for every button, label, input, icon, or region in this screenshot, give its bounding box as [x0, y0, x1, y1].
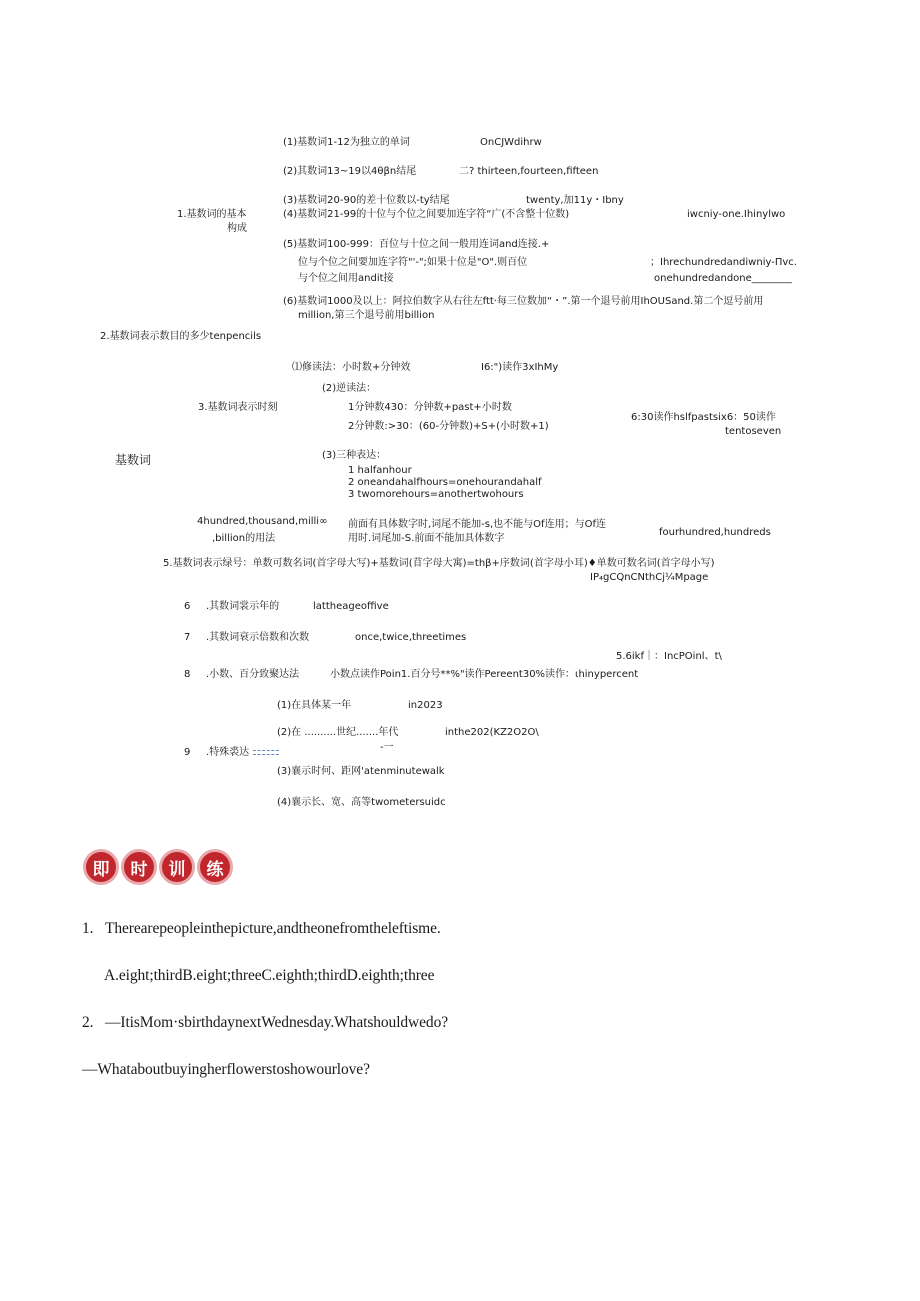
- section3-method2: (2)逆读法：: [322, 383, 377, 394]
- section8-rule: 小数点读作Poin1.百分号**%"读作Pereent30%读作：ιhinypercent: [330, 669, 639, 680]
- section1-item5-example-2: onehundredandone________: [654, 273, 792, 284]
- question2-reply: —Whataboutbuyingherflowerstoshowourlove?: [82, 1061, 370, 1078]
- section9-dash-mark: -一: [380, 742, 394, 753]
- section1-label-2: 构成: [227, 223, 247, 234]
- section3-label: 3.基数词表示时刻: [198, 402, 278, 413]
- section8-example: 5.6ikf｜：IncPOinl、t\: [616, 651, 722, 662]
- section9-item2: (2)在 ..........世纪.......年代: [277, 727, 399, 738]
- section1-item5-example: ；Ihrechundredandiwniy-Πvc.: [650, 257, 797, 268]
- section1-item5: (5)基数词100-999：百位与十位之间一般用连词and连接.+: [283, 239, 550, 250]
- question1-number: 1.: [82, 920, 94, 937]
- section3-method3-b: 2 oneandahalfhours=onehourandahalf: [348, 477, 542, 488]
- section1-item2-example: 二? thirteen,fourteen,fifteen: [459, 166, 599, 177]
- section3-example-b: tentoseven: [725, 426, 782, 437]
- section9-item2-example: inthe202(KZ2O2O\: [445, 727, 539, 738]
- section3-method3-a: 1 halfanhour: [348, 465, 412, 476]
- question1-options: A.eight;thirdB.eight;threeC.eighth;thirdD.eighth;three: [104, 967, 435, 984]
- section5-text: 5.基数词表示绿号：单数可数名词(首字母大写)+基数词(苜字母大寓)=thβ+序数词(首字母小耳)♦单数可数名词(首字母小写): [163, 558, 715, 569]
- section9-item4: (4)襄示长、宽、高等twometersuidc: [277, 797, 446, 808]
- section9-item1: (1)在具体某一年: [277, 700, 352, 711]
- section7-text: .其数词衰示倍数和次数: [206, 632, 310, 643]
- section1-item6: (6)基数词1000及以上：阿拉伯数字从右往左ftt·每三位数加“・”.第一个退号前用IhOUSand.第二个逗号前用: [283, 296, 764, 307]
- section9-text: .特殊裘达: [206, 747, 250, 758]
- section9-num: 9: [184, 747, 191, 758]
- section1-item6-line2: million,第三个退号前用billion: [298, 310, 435, 321]
- section3-method3-c: 3 twomorehours=anothertwohours: [348, 489, 524, 500]
- banner-char: 时: [121, 849, 157, 885]
- section1-item5-line2: 位与个位之间要加连字符"'-";如果十位是"O".则百位: [298, 257, 528, 268]
- section3-method1: ⑴修读法：小时数+分钟效: [292, 362, 411, 373]
- section6-text: .其数词裳示年的: [206, 601, 280, 612]
- section9-item1-example: in2023: [408, 700, 443, 711]
- section3-method1-example: I6:")读作3xIhMy: [481, 362, 559, 373]
- section1-item1: (1)基数词1-12为独立的单词: [283, 137, 410, 148]
- banner-char: 训: [159, 849, 195, 885]
- section4-label: 4hundred,thousand,milli∞: [197, 516, 328, 527]
- section9-dash-line: [253, 750, 279, 751]
- section8-num: 8: [184, 669, 191, 680]
- section3-method2-a: 1分钟数430：分钟数+past+小时数: [348, 402, 512, 413]
- banner-char: 即: [83, 849, 119, 885]
- section3-method3: (3)三种表达：: [322, 450, 387, 461]
- section4-rule-2: 用时.词尾加-S.前面不能加具体数字: [348, 533, 505, 544]
- section8-text: .小数、百分致聚达法: [206, 669, 300, 680]
- main-label: 基数词: [115, 453, 152, 467]
- section1-item1-example: OnCJWdihrw: [480, 137, 542, 148]
- question1-text: Therearepeopleinthepicture,andtheonefromtheleftisme.: [105, 920, 441, 937]
- banner-char: 练: [197, 849, 233, 885]
- section1-item2: (2)其数词13~19以4θβn结尾: [283, 166, 417, 177]
- section1-item5-line3: 与个位之间用andit接: [298, 273, 394, 284]
- section9-item3: (3)襄示时何、距网'atenminutewalk: [277, 766, 445, 777]
- section4-example: fourhundred,hundreds: [659, 527, 771, 538]
- section3-method2-b: 2分钟数:>30：(60-分钟数)+S+(小时数+1): [348, 421, 549, 432]
- question2-text: —ItisMom·sbirthdaynextWednesday.Whatshouldwedo?: [105, 1014, 449, 1031]
- section1-item4: (4)基数词21-99的十位与个位之间要加连字符“广(不含整十位数): [283, 209, 570, 220]
- section2-text: 2.基数词表示数目的多少tenpencils: [100, 331, 262, 342]
- practice-banner: [83, 849, 233, 885]
- section6-example: lattheageoffive: [313, 601, 389, 612]
- section4-label-2: ,billion的用法: [212, 533, 276, 544]
- section5-example: IP₄gCQnCNthCj¼Mpage: [590, 572, 709, 583]
- section3-example-a: 6:30读作hslfpastsix6：50读作: [631, 412, 776, 423]
- section6-num: 6: [184, 601, 191, 612]
- section1-item4-example: iwcniy-one.Ihinylwo: [687, 209, 786, 220]
- section1-item3: (3)基数词20-90的差十位数以-ty结尾: [283, 195, 450, 206]
- section7-num: 7: [184, 632, 191, 643]
- section1-label: 1.基数词的基本: [177, 209, 247, 220]
- section1-item3-example: twenty,加11y・Ibny: [526, 195, 624, 206]
- section7-example: once,twice,threetimes: [355, 632, 467, 643]
- section9-dash-line: [253, 754, 279, 755]
- section4-rule: 前面有具体数字时,词尾不能加-s,也不能与Of连用；与Of连: [348, 519, 606, 530]
- question2-number: 2.: [82, 1014, 94, 1031]
